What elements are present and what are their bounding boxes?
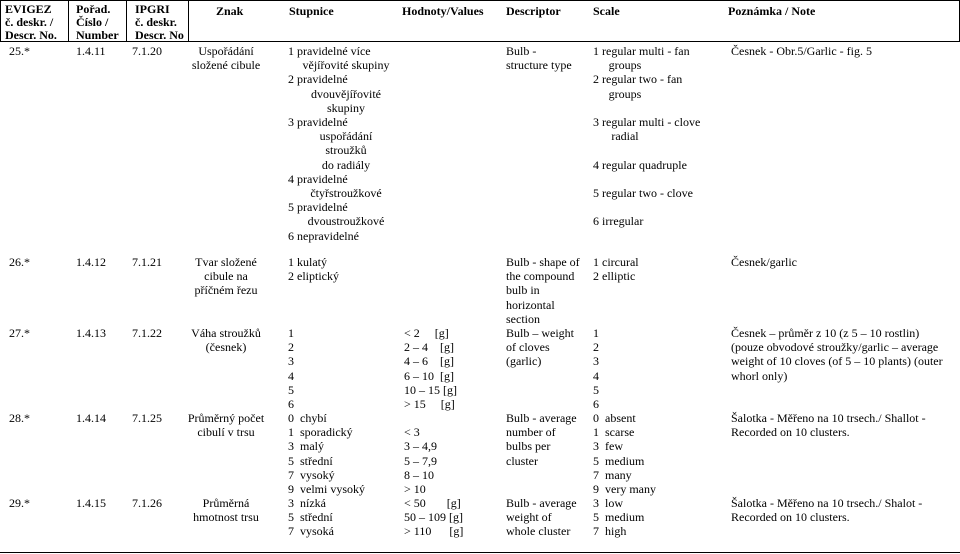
cell-hodnoty: 3 – 4,9 [404, 439, 437, 454]
cell-stupnice: 3 [288, 354, 294, 369]
cell-evigez: 29.* [9, 496, 30, 510]
cell-note: Šalotka - Měřeno na 10 trsech./ Shalot - [731, 496, 923, 510]
cell-scale: 4 regular quadruple [593, 157, 687, 172]
cell-stupnice: 5 střední [288, 453, 333, 468]
cell-hodnoty: < 50 [g] [404, 496, 461, 510]
cell-stupnice: 3 nízká [288, 496, 326, 510]
cell-znak: Tvar složené [195, 255, 257, 269]
cell-scale: radial [611, 129, 639, 144]
cell-descriptor: Bulb - shape of [506, 255, 580, 269]
cell-scale: 4 [593, 368, 599, 383]
header-ipgri: IPGRI [135, 2, 170, 16]
cell-hodnoty: 8 – 10 [404, 467, 434, 482]
cell-hodnoty: 4 – 6 [g] [404, 354, 454, 369]
cell-descriptor: Bulb – weight [506, 326, 574, 340]
cell-note: Česnek - Obr.5/Garlic - fig. 5 [731, 44, 872, 58]
table-bottom-border [0, 552, 960, 553]
cell-descriptor: bulbs per [506, 439, 551, 454]
header-divider [126, 0, 127, 41]
cell-scale: 1 scarse [593, 425, 635, 440]
table-top-border [0, 0, 960, 1]
header-poznamka: Poznámka / Note [728, 4, 816, 18]
cell-descriptor: weight of [506, 510, 552, 525]
header-descriptor: Descriptor [506, 4, 561, 18]
cell-stupnice: 1 sporadický [288, 425, 353, 440]
cell-scale: 6 irregular [593, 214, 644, 229]
header-ipgri-sub2: Descr. No [135, 28, 184, 42]
cell-scale: 3 [593, 354, 599, 369]
cell-note: Šalotka - Měřeno na 10 trsech./ Shallot - [731, 411, 926, 425]
cell-evigez: 27.* [9, 326, 30, 340]
cell-scale: 3 few [593, 439, 623, 454]
cell-znak: Průměrná [202, 496, 250, 510]
cell-stupnice: 1 pravidelné více [288, 44, 371, 58]
cell-scale: 9 very many [593, 482, 656, 496]
cell-stupnice: stroužků [325, 143, 367, 158]
cell-descriptor: Bulb - [506, 44, 537, 58]
cell-stupnice: 5 pravidelné [288, 200, 348, 215]
header-porad-sub: Číslo / [76, 15, 109, 29]
cell-znak: cibule na [204, 269, 248, 284]
cell-hodnoty: < 3 [404, 425, 420, 440]
cell-note: weight of 10 cloves (of 5 – 10 plants) (outer [731, 354, 943, 369]
header-stupnice: Stupnice [289, 4, 334, 18]
cell-znak: Průměrný počet [187, 411, 265, 425]
cell-stupnice: čtyřstroužkové [310, 186, 382, 200]
cell-hodnoty: 6 – 10 [g] [404, 368, 454, 383]
cell-znak: příčném řezu [194, 283, 258, 298]
cell-note: Recorded on 10 clusters. [731, 425, 850, 440]
cell-hodnoty: > 10 [404, 482, 426, 496]
cell-stupnice: 3 malý [288, 439, 324, 454]
cell-stupnice: vějířovité skupiny [302, 58, 390, 73]
cell-scale: 1 regular multi - fan [593, 44, 690, 58]
cell-evigez: 28.* [9, 411, 30, 425]
header-hodnoty: Hodnoty/Values [402, 4, 484, 18]
cell-note: Česnek – průměr z 10 (z 5 – 10 rostlin) [731, 326, 920, 340]
cell-stupnice: skupiny [326, 100, 365, 115]
cell-evigez: 26.* [9, 255, 30, 269]
cell-stupnice: 9 velmi vysoký [288, 482, 365, 496]
header-ipgri-sub: č. deskr. [135, 15, 177, 29]
cell-hodnoty: 10 – 15 [g] [404, 382, 457, 397]
cell-znak: hmotnost trsu [193, 510, 259, 525]
cell-scale: 7 high [593, 524, 627, 539]
cell-stupnice: 3 pravidelné [288, 115, 348, 129]
cell-scale: 5 medium [593, 510, 645, 525]
cell-stupnice: do radiály [321, 157, 371, 172]
cell-scale: 2 [593, 340, 599, 355]
cell-stupnice: uspořádání [319, 129, 373, 144]
cell-porad: 1.4.15 [76, 496, 106, 510]
cell-porad: 1.4.12 [76, 255, 106, 269]
cell-note: Recorded on 10 clusters. [731, 510, 850, 525]
cell-znak: Uspořádání [198, 44, 254, 58]
cell-porad: 1.4.14 [76, 411, 106, 425]
cell-descriptor: bulb in [506, 283, 540, 298]
cell-porad: 1.4.13 [76, 326, 106, 340]
cell-stupnice: 1 [288, 326, 294, 340]
cell-stupnice: 2 pravidelné [288, 72, 348, 87]
cell-descriptor: cluster [506, 453, 538, 468]
cell-ipgri: 7.1.22 [132, 326, 162, 340]
cell-note: whorl only) [731, 368, 788, 383]
cell-hodnoty: < 2 [g] [404, 326, 449, 340]
cell-scale: 0 absent [593, 411, 636, 425]
cell-stupnice: 5 [288, 382, 294, 397]
cell-scale: groups [608, 86, 642, 101]
cell-scale: 6 [593, 397, 599, 411]
cell-hodnoty: 5 – 7,9 [404, 453, 437, 468]
cell-descriptor: Bulb - average [506, 411, 577, 425]
cell-scale: 1 [593, 326, 599, 340]
cell-stupnice: dvoustroužkové [307, 214, 385, 229]
header-znak: Znak [216, 4, 244, 18]
cell-scale: 7 many [593, 467, 632, 482]
cell-descriptor: whole cluster [506, 524, 571, 539]
cell-scale: 3 regular multi - clove [593, 115, 701, 129]
cell-scale: 1 circural [593, 255, 639, 269]
cell-descriptor: of cloves [506, 340, 550, 355]
cell-ipgri: 7.1.26 [132, 496, 162, 510]
cell-scale: 5 medium [593, 453, 645, 468]
cell-scale: 5 regular two - clove [593, 186, 693, 200]
cell-descriptor: section [506, 311, 540, 326]
header-porad-sub2: Number [76, 28, 119, 42]
cell-stupnice: 4 [288, 368, 294, 383]
cell-stupnice: 0 chybí [288, 411, 327, 425]
header-evigez: EVIGEZ [5, 2, 52, 16]
cell-descriptor: number of [506, 425, 556, 440]
cell-scale: 2 elliptic [593, 269, 636, 284]
cell-hodnoty: 2 – 4 [g] [404, 340, 454, 355]
cell-stupnice: 6 [288, 397, 294, 411]
cell-stupnice: 2 eliptický [288, 269, 339, 284]
cell-stupnice: dvouvějířovité [311, 86, 381, 101]
cell-scale: 5 [593, 382, 599, 397]
cell-hodnoty: 50 – 109 [g] [404, 510, 463, 525]
cell-descriptor: horizontal [506, 297, 555, 312]
cell-stupnice: 7 vysoká [288, 524, 334, 539]
cell-stupnice: 1 kulatý [288, 255, 327, 269]
cell-ipgri: 7.1.21 [132, 255, 162, 269]
cell-descriptor: Bulb - average [506, 496, 577, 510]
cell-znak: cibulí v trsu [197, 425, 255, 440]
cell-note: Česnek/garlic [731, 255, 797, 269]
cell-descriptor: the compound [506, 269, 575, 284]
header-evigez-sub2: Descr. No. [5, 28, 57, 42]
cell-porad: 1.4.11 [76, 44, 106, 58]
header-scale: Scale [593, 4, 620, 18]
header-divider [0, 0, 1, 41]
header-divider [68, 0, 69, 41]
header-porad: Pořad. [76, 2, 111, 16]
cell-descriptor: (garlic) [506, 354, 542, 369]
cell-ipgri: 7.1.25 [132, 411, 162, 425]
cell-stupnice: 7 vysoký [288, 467, 335, 482]
cell-evigez: 25.* [9, 44, 30, 58]
header-divider [188, 0, 189, 41]
cell-descriptor: structure type [506, 58, 572, 73]
cell-znak: složené cibule [191, 58, 261, 73]
cell-scale: 3 low [593, 496, 623, 510]
cell-scale: groups [608, 58, 642, 73]
cell-scale: 2 regular two - fan [593, 72, 683, 87]
cell-znak: Váha stroužků [191, 326, 261, 340]
cell-stupnice: 4 pravidelné [288, 171, 348, 186]
cell-note: (pouze obvodové stroužky/garlic – average [731, 340, 939, 355]
cell-stupnice: 5 střední [288, 510, 333, 525]
cell-stupnice: 2 [288, 340, 294, 355]
header-evigez-sub: č. deskr. / [5, 15, 54, 29]
cell-znak: (česnek) [205, 340, 247, 355]
cell-hodnoty: > 15 [g] [404, 397, 455, 411]
cell-ipgri: 7.1.20 [132, 44, 162, 58]
cell-stupnice: 6 nepravidelné [288, 228, 359, 243]
cell-hodnoty: > 110 [g] [404, 524, 464, 539]
